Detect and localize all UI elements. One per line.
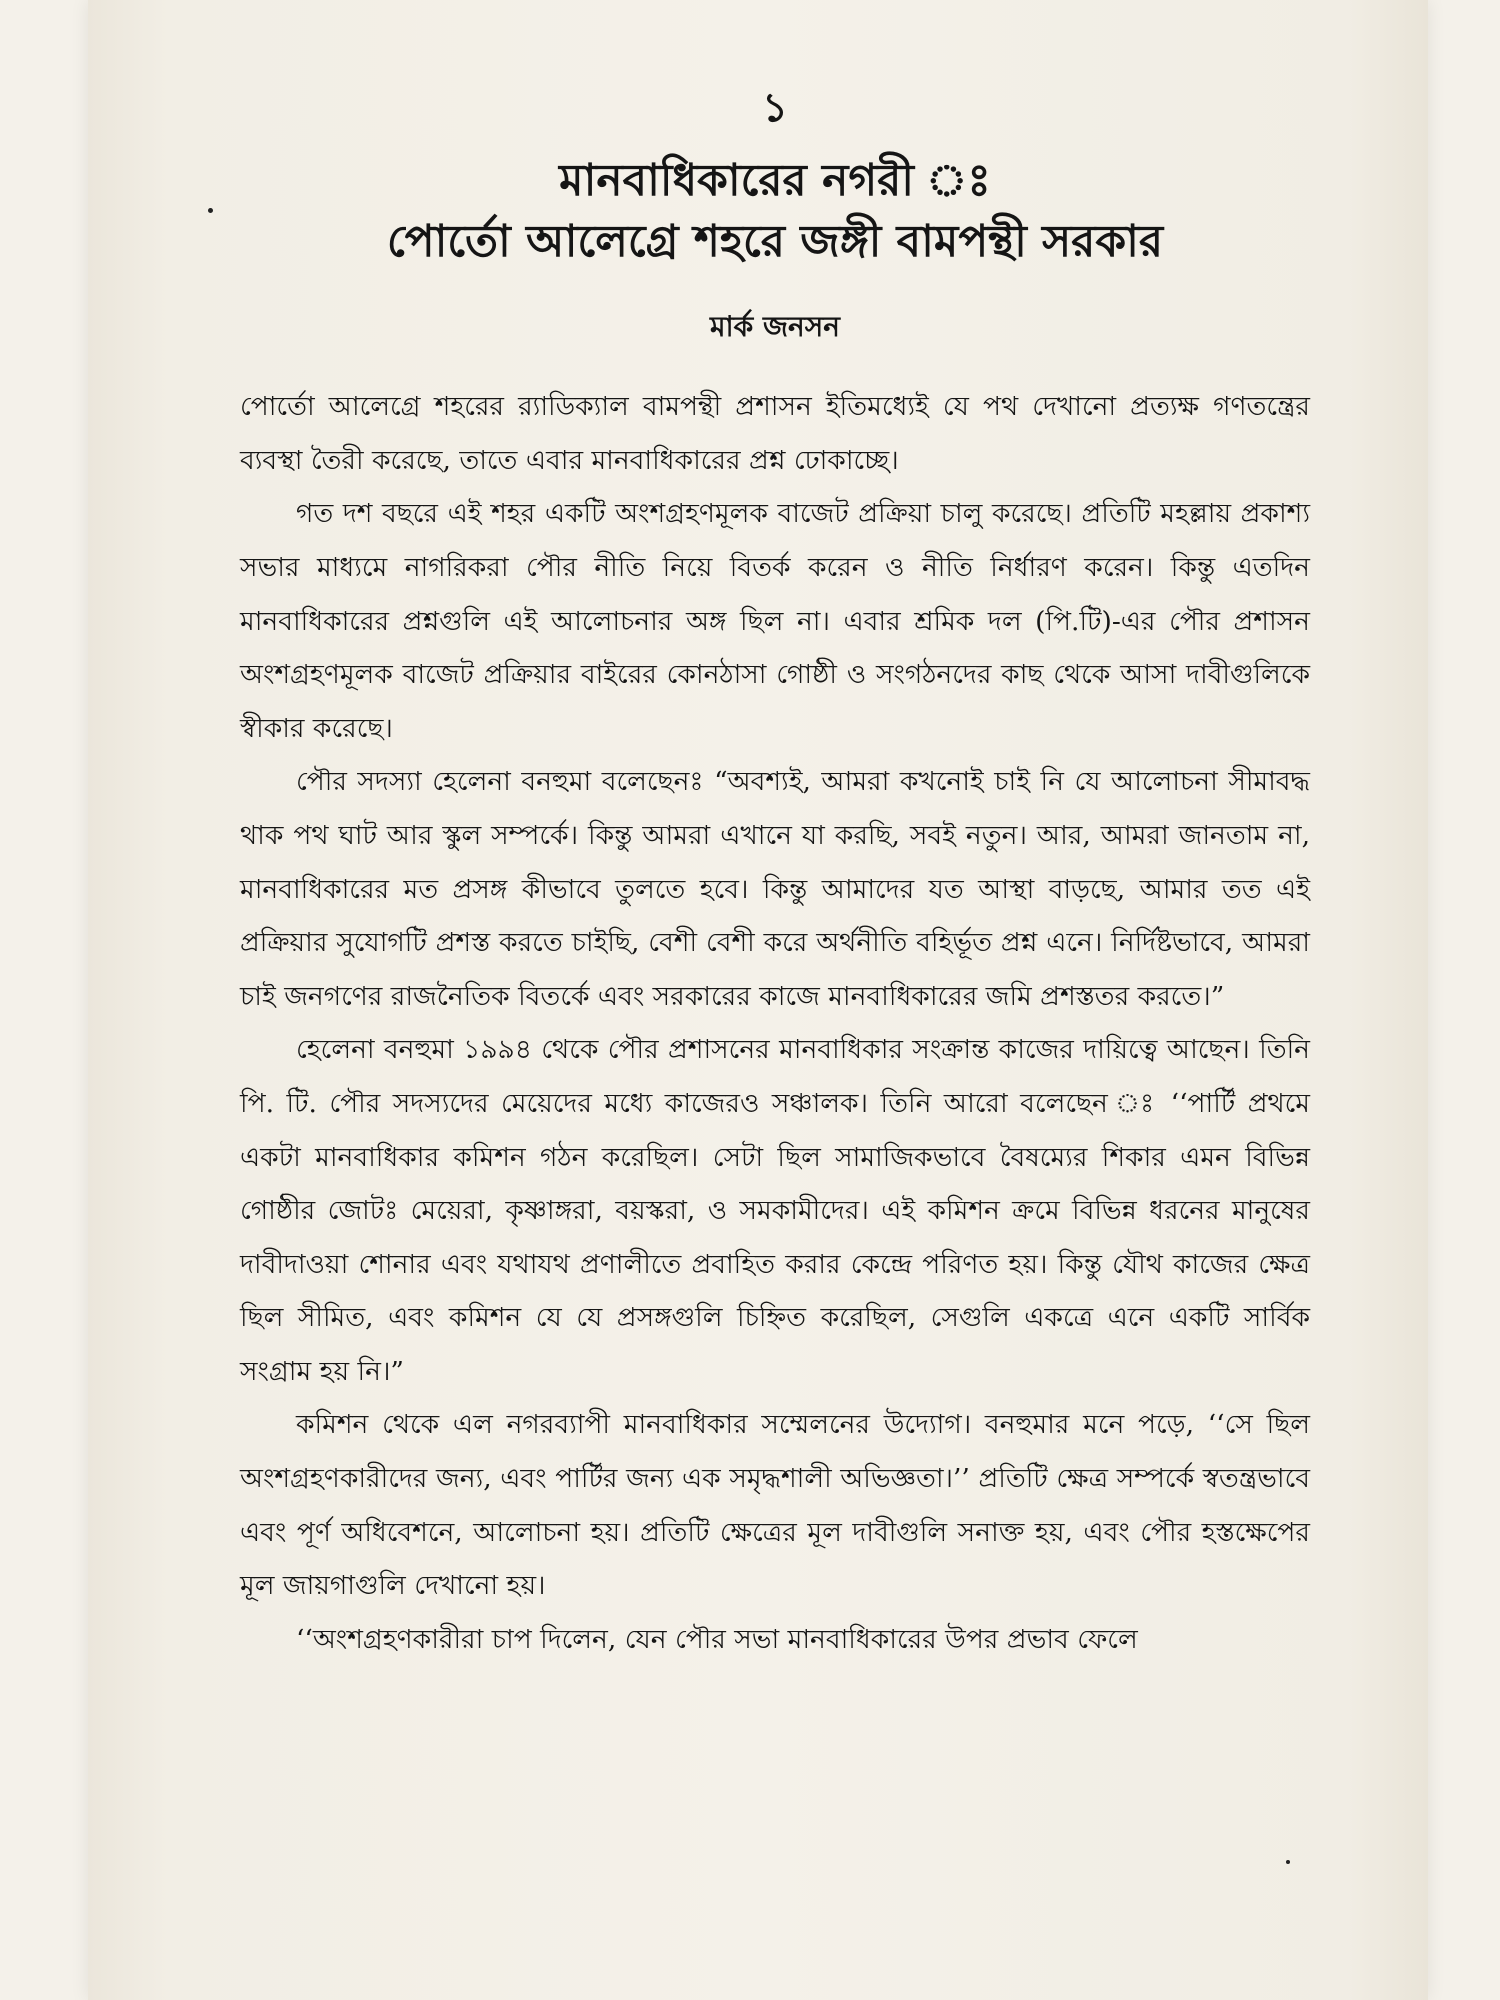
paragraph-6: ‘‘অংশগ্রহণকারীরা চাপ দিলেন, যেন পৌর সভা মানবাধিকারের উপর প্রভাব ফেলে: [296, 1623, 1138, 1655]
chapter-number: ১: [762, 84, 788, 131]
paragraph-1: পোর্তো আলেগ্রে শহরের র‍্যাডিক্যাল বামপন্থী প্রশাসন ইতিমধ্যেই যে পথ দেখানো প্রত্যক্ষ গণতন্ত্রের ব্যবস্থা তৈরী করেছে, তাতে এবার মানবাধিকারের প্রশ্ন ঢোকাচ্ছে।: [240, 391, 1310, 476]
book-page: [88, 0, 1428, 2000]
paragraph-4: হেলেনা বনহুমা ১৯৯৪ থেকে পৌর প্রশাসনের মানবাধিকার সংক্রান্ত কাজের দায়িত্বে আছেন। তিনি পি. টি. পৌর সদস্যদের মেয়েদের মধ্যে কাজেরও সঞ্চালক। তিনি আরো বলেছেন ঃ ‘‘পার্টি প্রথমে একটা মানবাধিকার কমিশন গঠন করেছিল। সেটা ছিল সামাজিকভাবে বৈষম্যের শিকার এমন বিভিন্ন গোষ্ঠীর জোটঃ মেয়েরা, কৃষ্ণাঙ্গরা, বয়স্করা, ও সমকামীদের। এই কমিশন ক্রমে বিভিন্ন ধরনের মানুষের দাবীদাওয়া শোনার এবং যথাযথ প্রণালীতে প্রবাহিত করার কেন্দ্রে পরিণত হয়। কিন্তু যৌথ কাজের ক্ষেত্র ছিল সীমিত, এবং কমিশন যে যে প্রসঙ্গগুলি চিহ্নিত করেছিল, সেগুলি একত্রে এনে একটি সার্বিক সংগ্রাম হয় নি।”: [240, 1034, 1310, 1387]
chapter-title-line-1: মানবাধিকারের নগরী ঃ: [559, 155, 991, 206]
article-body: [240, 380, 1310, 1666]
paragraph-5: কমিশন থেকে এল নগরব্যাপী মানবাধিকার সম্মেলনের উদ্যোগ। বনহুমার মনে পড়ে, ‘‘সে ছিল অংশগ্রহণকারীদের জন্য, এবং পার্টির জন্য এক সমৃদ্ধশালী অভিজ্ঞতা।’’ প্রতিটি ক্ষেত্র সম্পর্কে স্বতন্ত্রভাবে এবং পূর্ণ অধিবেশনে, আলোচনা হয়। প্রতিটি ক্ষেত্রের মূল দাবীগুলি সনাক্ত হয়, এবং পৌর হস্তক্ষেপের মূল জায়গাগুলি দেখানো হয়।: [240, 1409, 1310, 1602]
ink-speck: [1286, 1860, 1290, 1864]
paragraph-3: পৌর সদস্যা হেলেনা বনহুমা বলেছেনঃ “অবশ্যই, আমরা কখনোই চাই নি যে আলোচনা সীমাবদ্ধ থাক পথ ঘাট আর স্কুল সম্পর্কে। কিন্তু আমরা এখানে যা করছি, সবই নতুন। আর, আমরা জানতাম না, মানবাধিকারের মত প্রসঙ্গ কীভাবে তুলতে হবে। কিন্তু আমাদের যত আস্থা বাড়ছে, আমার তত এই প্রক্রিয়ার সুযোগটি প্রশস্ত করতে চাইছি, বেশী বেশী করে অর্থনীতি বহির্ভূত প্রশ্ন এনে। নির্দিষ্টভাবে, আমরা চাই জনগণের রাজনৈতিক বিতর্কে এবং সরকারের কাজে মানবাধিকারের জমি প্রশস্ততর করতে।”: [240, 766, 1310, 1012]
ink-speck: [208, 208, 213, 213]
author-name: মার্ক জনসন: [710, 310, 840, 344]
page-content: [240, 84, 1310, 1666]
chapter-title-line-2: পোর্তো আলেগ্রে শহরে জঙ্গী বামপন্থী সরকার: [386, 215, 1164, 267]
paragraph-2: গত দশ বছরে এই শহর একটি অংশগ্রহণমূলক বাজেট প্রক্রিয়া চালু করেছে। প্রতিটি মহল্লায় প্রকাশ্য সভার মাধ্যমে নাগরিকরা পৌর নীতি নিয়ে বিতর্ক করেন ও নীতি নির্ধারণ করেন। কিন্তু এতদিন মানবাধিকারের প্রশ্নগুলি এই আলোচনার অঙ্গ ছিল না। এবার শ্রমিক দল (পি.টি)-এর পৌর প্রশাসন অংশগ্রহণমূলক বাজেট প্রক্রিয়ার বাইরের কোনঠাসা গোষ্ঠী ও সংগঠনদের কাছ থেকে আসা দাবীগুলিকে স্বীকার করেছে।: [240, 498, 1310, 744]
